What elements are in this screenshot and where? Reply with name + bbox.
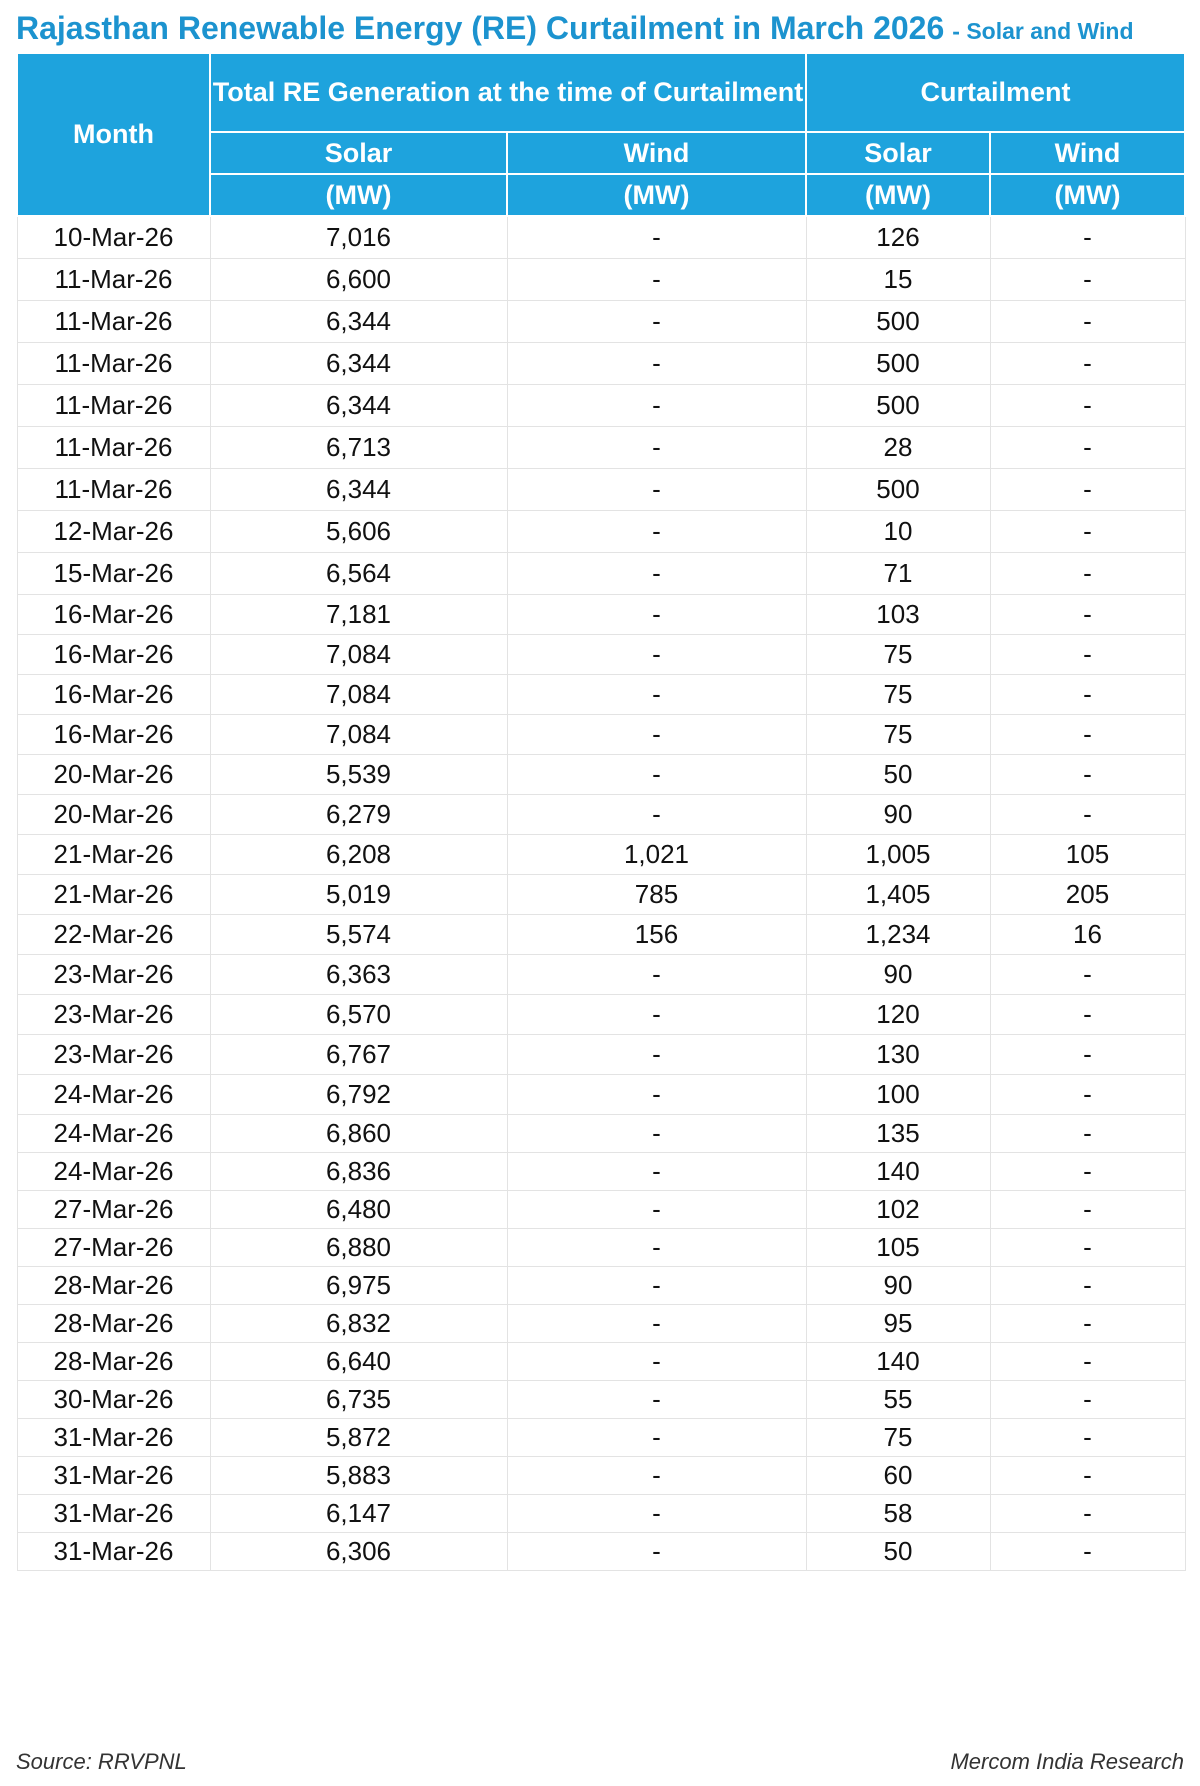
table-row — [17, 954, 1185, 994]
cell-generation-solar: 7,181 — [210, 594, 507, 634]
cell-generation-wind: - — [507, 1342, 806, 1380]
cell-month: 11-Mar-26 — [17, 468, 210, 510]
cell-generation-solar: 7,084 — [210, 634, 507, 674]
cell-curtailment-wind: - — [990, 384, 1185, 426]
cell-generation-solar: 7,084 — [210, 674, 507, 714]
cell-generation-solar: 6,344 — [210, 384, 507, 426]
cell-curtailment-solar: 500 — [806, 384, 990, 426]
cell-curtailment-solar: 1,234 — [806, 914, 990, 954]
cell-month: 30-Mar-26 — [17, 1380, 210, 1418]
cell-curtailment-solar: 75 — [806, 634, 990, 674]
cell-month: 24-Mar-26 — [17, 1074, 210, 1114]
cell-generation-wind: 1,021 — [507, 834, 806, 874]
table-body — [17, 216, 1185, 1570]
cell-curtailment-wind: 16 — [990, 914, 1185, 954]
cell-month: 20-Mar-26 — [17, 794, 210, 834]
cell-month: 11-Mar-26 — [17, 384, 210, 426]
table-row — [17, 1304, 1185, 1342]
table-row — [17, 468, 1185, 510]
cell-month: 24-Mar-26 — [17, 1114, 210, 1152]
cell-curtailment-solar: 58 — [806, 1494, 990, 1532]
cell-curtailment-solar: 55 — [806, 1380, 990, 1418]
table-row — [17, 794, 1185, 834]
cell-generation-solar: 6,480 — [210, 1190, 507, 1228]
cell-curtailment-wind: - — [990, 1190, 1185, 1228]
cell-generation-wind: - — [507, 954, 806, 994]
cell-generation-wind: - — [507, 1532, 806, 1570]
cell-generation-solar: 6,344 — [210, 342, 507, 384]
table-row — [17, 1152, 1185, 1190]
cell-curtailment-solar: 500 — [806, 342, 990, 384]
cell-curtailment-solar: 1,405 — [806, 874, 990, 914]
cell-generation-wind: - — [507, 754, 806, 794]
header-unit: (MW) — [990, 174, 1185, 216]
cell-generation-solar: 5,606 — [210, 510, 507, 552]
cell-month: 28-Mar-26 — [17, 1304, 210, 1342]
cell-generation-solar: 6,832 — [210, 1304, 507, 1342]
cell-month: 12-Mar-26 — [17, 510, 210, 552]
cell-generation-solar: 7,084 — [210, 714, 507, 754]
cell-month: 21-Mar-26 — [17, 874, 210, 914]
cell-curtailment-wind: - — [990, 1074, 1185, 1114]
table-row — [17, 1114, 1185, 1152]
table-row — [17, 342, 1185, 384]
cell-generation-wind: - — [507, 994, 806, 1034]
table-row — [17, 1456, 1185, 1494]
cell-generation-wind: - — [507, 384, 806, 426]
cell-generation-solar: 6,570 — [210, 994, 507, 1034]
cell-generation-solar: 6,767 — [210, 1034, 507, 1074]
table-row — [17, 1418, 1185, 1456]
table-row — [17, 674, 1185, 714]
cell-month: 16-Mar-26 — [17, 634, 210, 674]
cell-generation-solar: 5,883 — [210, 1456, 507, 1494]
table-row — [17, 714, 1185, 754]
table-row — [17, 1190, 1185, 1228]
table-row — [17, 1532, 1185, 1570]
cell-generation-wind: - — [507, 594, 806, 634]
cell-generation-wind: - — [507, 426, 806, 468]
cell-curtailment-wind: - — [990, 714, 1185, 754]
cell-generation-wind: - — [507, 1304, 806, 1342]
header-generation-wind: Wind — [507, 132, 806, 174]
cell-curtailment-wind: - — [990, 552, 1185, 594]
cell-curtailment-wind: - — [990, 1380, 1185, 1418]
cell-month: 22-Mar-26 — [17, 914, 210, 954]
cell-curtailment-solar: 126 — [806, 216, 990, 258]
cell-curtailment-wind: - — [990, 1494, 1185, 1532]
header-unit: (MW) — [806, 174, 990, 216]
header-curtailment: Curtailment — [806, 53, 1185, 132]
cell-generation-solar: 6,600 — [210, 258, 507, 300]
cell-generation-solar: 5,019 — [210, 874, 507, 914]
cell-curtailment-wind: - — [990, 594, 1185, 634]
cell-generation-wind: - — [507, 634, 806, 674]
cell-month: 24-Mar-26 — [17, 1152, 210, 1190]
cell-curtailment-solar: 130 — [806, 1034, 990, 1074]
cell-generation-solar: 6,279 — [210, 794, 507, 834]
cell-generation-solar: 6,306 — [210, 1532, 507, 1570]
cell-month: 28-Mar-26 — [17, 1266, 210, 1304]
cell-month: 16-Mar-26 — [17, 674, 210, 714]
cell-month: 27-Mar-26 — [17, 1228, 210, 1266]
cell-generation-wind: - — [507, 674, 806, 714]
table-row — [17, 1074, 1185, 1114]
cell-generation-solar: 6,735 — [210, 1380, 507, 1418]
cell-curtailment-wind: - — [990, 1342, 1185, 1380]
cell-generation-wind: 785 — [507, 874, 806, 914]
cell-month: 31-Mar-26 — [17, 1494, 210, 1532]
table-row — [17, 300, 1185, 342]
cell-month: 11-Mar-26 — [17, 300, 210, 342]
cell-generation-wind: - — [507, 1190, 806, 1228]
cell-generation-wind: - — [507, 1034, 806, 1074]
curtailment-report — [16, 0, 1184, 1571]
cell-curtailment-wind: - — [990, 468, 1185, 510]
cell-curtailment-solar: 75 — [806, 674, 990, 714]
cell-generation-solar: 6,208 — [210, 834, 507, 874]
cell-curtailment-wind: - — [990, 634, 1185, 674]
cell-curtailment-wind: - — [990, 426, 1185, 468]
header-total-generation: Total RE Generation at the time of Curtailment — [210, 53, 806, 132]
cell-month: 31-Mar-26 — [17, 1418, 210, 1456]
table-row — [17, 914, 1185, 954]
cell-curtailment-solar: 102 — [806, 1190, 990, 1228]
header-curtailment-wind: Wind — [990, 132, 1185, 174]
cell-generation-wind: - — [507, 1152, 806, 1190]
cell-generation-wind: - — [507, 1114, 806, 1152]
credit-note: Mercom India Research — [950, 1749, 1184, 1774]
cell-curtailment-solar: 103 — [806, 594, 990, 634]
cell-curtailment-wind: - — [990, 300, 1185, 342]
cell-month: 10-Mar-26 — [17, 216, 210, 258]
cell-generation-wind: - — [507, 1494, 806, 1532]
cell-curtailment-wind: - — [990, 1152, 1185, 1190]
cell-month: 11-Mar-26 — [17, 342, 210, 384]
cell-generation-solar: 6,860 — [210, 1114, 507, 1152]
cell-curtailment-solar: 75 — [806, 1418, 990, 1456]
curtailment-table — [16, 52, 1186, 1571]
table-row — [17, 426, 1185, 468]
table-row — [17, 1494, 1185, 1532]
cell-month: 16-Mar-26 — [17, 714, 210, 754]
cell-generation-solar: 6,640 — [210, 1342, 507, 1380]
cell-generation-wind: - — [507, 1380, 806, 1418]
header-unit: (MW) — [210, 174, 507, 216]
cell-generation-wind: - — [507, 794, 806, 834]
cell-generation-wind: - — [507, 552, 806, 594]
table-row — [17, 834, 1185, 874]
page-title: Rajasthan Renewable Energy (RE) Curtailment in March 2026 — [16, 10, 945, 46]
cell-month: 21-Mar-26 — [17, 834, 210, 874]
cell-generation-solar: 6,564 — [210, 552, 507, 594]
cell-curtailment-wind: - — [990, 1304, 1185, 1342]
cell-month: 15-Mar-26 — [17, 552, 210, 594]
cell-generation-solar: 6,880 — [210, 1228, 507, 1266]
cell-curtailment-solar: 500 — [806, 300, 990, 342]
cell-month: 23-Mar-26 — [17, 954, 210, 994]
cell-month: 23-Mar-26 — [17, 994, 210, 1034]
cell-month: 23-Mar-26 — [17, 1034, 210, 1074]
cell-curtailment-solar: 90 — [806, 1266, 990, 1304]
cell-generation-solar: 7,016 — [210, 216, 507, 258]
cell-month: 11-Mar-26 — [17, 426, 210, 468]
cell-curtailment-solar: 105 — [806, 1228, 990, 1266]
cell-curtailment-wind: - — [990, 1532, 1185, 1570]
cell-generation-wind: 156 — [507, 914, 806, 954]
table-row — [17, 1342, 1185, 1380]
cell-generation-wind: - — [507, 1074, 806, 1114]
table-row — [17, 874, 1185, 914]
cell-generation-solar: 6,836 — [210, 1152, 507, 1190]
cell-curtailment-wind: - — [990, 216, 1185, 258]
table-row — [17, 384, 1185, 426]
cell-curtailment-solar: 60 — [806, 1456, 990, 1494]
cell-curtailment-wind: - — [990, 258, 1185, 300]
cell-generation-wind: - — [507, 510, 806, 552]
table-row — [17, 1380, 1185, 1418]
table-row — [17, 258, 1185, 300]
cell-curtailment-wind: - — [990, 754, 1185, 794]
cell-curtailment-solar: 75 — [806, 714, 990, 754]
cell-curtailment-solar: 120 — [806, 994, 990, 1034]
table-row — [17, 994, 1185, 1034]
table-row — [17, 216, 1185, 258]
cell-curtailment-wind: - — [990, 1266, 1185, 1304]
cell-curtailment-solar: 135 — [806, 1114, 990, 1152]
cell-curtailment-solar: 90 — [806, 794, 990, 834]
cell-curtailment-solar: 140 — [806, 1342, 990, 1380]
cell-generation-solar: 6,344 — [210, 300, 507, 342]
cell-generation-solar: 5,574 — [210, 914, 507, 954]
cell-generation-solar: 6,147 — [210, 1494, 507, 1532]
cell-generation-solar: 5,539 — [210, 754, 507, 794]
cell-curtailment-solar: 28 — [806, 426, 990, 468]
cell-curtailment-solar: 1,005 — [806, 834, 990, 874]
footer — [16, 1744, 1184, 1780]
cell-month: 20-Mar-26 — [17, 754, 210, 794]
cell-month: 28-Mar-26 — [17, 1342, 210, 1380]
cell-curtailment-solar: 15 — [806, 258, 990, 300]
table-row — [17, 1034, 1185, 1074]
cell-generation-wind: - — [507, 1266, 806, 1304]
cell-generation-solar: 6,363 — [210, 954, 507, 994]
cell-curtailment-solar: 90 — [806, 954, 990, 994]
cell-month: 31-Mar-26 — [17, 1532, 210, 1570]
header-curtailment-solar: Solar — [806, 132, 990, 174]
cell-curtailment-wind: - — [990, 994, 1185, 1034]
page-subtitle: - Solar and Wind — [952, 18, 1134, 44]
source-note: Source: RRVPNL — [16, 1749, 187, 1774]
cell-curtailment-wind: - — [990, 1034, 1185, 1074]
cell-curtailment-wind: - — [990, 1418, 1185, 1456]
table-row — [17, 634, 1185, 674]
cell-curtailment-solar: 140 — [806, 1152, 990, 1190]
cell-month: 11-Mar-26 — [17, 258, 210, 300]
cell-generation-solar: 6,713 — [210, 426, 507, 468]
header-month: Month — [17, 53, 210, 216]
cell-curtailment-solar: 100 — [806, 1074, 990, 1114]
cell-generation-wind: - — [507, 1418, 806, 1456]
cell-curtailment-wind: 105 — [990, 834, 1185, 874]
cell-generation-solar: 6,344 — [210, 468, 507, 510]
cell-curtailment-wind: - — [990, 342, 1185, 384]
cell-curtailment-solar: 95 — [806, 1304, 990, 1342]
cell-curtailment-solar: 50 — [806, 754, 990, 794]
cell-curtailment-wind: - — [990, 1114, 1185, 1152]
cell-generation-wind: - — [507, 1228, 806, 1266]
cell-generation-wind: - — [507, 300, 806, 342]
table-row — [17, 594, 1185, 634]
cell-generation-solar: 6,792 — [210, 1074, 507, 1114]
cell-month: 27-Mar-26 — [17, 1190, 210, 1228]
cell-curtailment-solar: 10 — [806, 510, 990, 552]
table-row — [17, 1228, 1185, 1266]
cell-month: 16-Mar-26 — [17, 594, 210, 634]
cell-generation-solar: 5,872 — [210, 1418, 507, 1456]
cell-generation-wind: - — [507, 1456, 806, 1494]
cell-curtailment-solar: 71 — [806, 552, 990, 594]
cell-curtailment-wind: - — [990, 1456, 1185, 1494]
table-row — [17, 1266, 1185, 1304]
cell-curtailment-wind: - — [990, 674, 1185, 714]
cell-curtailment-wind: - — [990, 794, 1185, 834]
cell-month: 31-Mar-26 — [17, 1456, 210, 1494]
cell-generation-wind: - — [507, 714, 806, 754]
cell-curtailment-wind: - — [990, 510, 1185, 552]
table-row — [17, 552, 1185, 594]
cell-generation-solar: 6,975 — [210, 1266, 507, 1304]
cell-curtailment-wind: - — [990, 954, 1185, 994]
title-bar — [16, 0, 1184, 52]
cell-generation-wind: - — [507, 468, 806, 510]
cell-generation-wind: - — [507, 216, 806, 258]
cell-generation-wind: - — [507, 258, 806, 300]
table-row — [17, 754, 1185, 794]
cell-generation-wind: - — [507, 342, 806, 384]
cell-curtailment-wind: - — [990, 1228, 1185, 1266]
cell-curtailment-solar: 500 — [806, 468, 990, 510]
cell-curtailment-wind: 205 — [990, 874, 1185, 914]
cell-curtailment-solar: 50 — [806, 1532, 990, 1570]
header-unit: (MW) — [507, 174, 806, 216]
header-generation-solar: Solar — [210, 132, 507, 174]
table-row — [17, 510, 1185, 552]
